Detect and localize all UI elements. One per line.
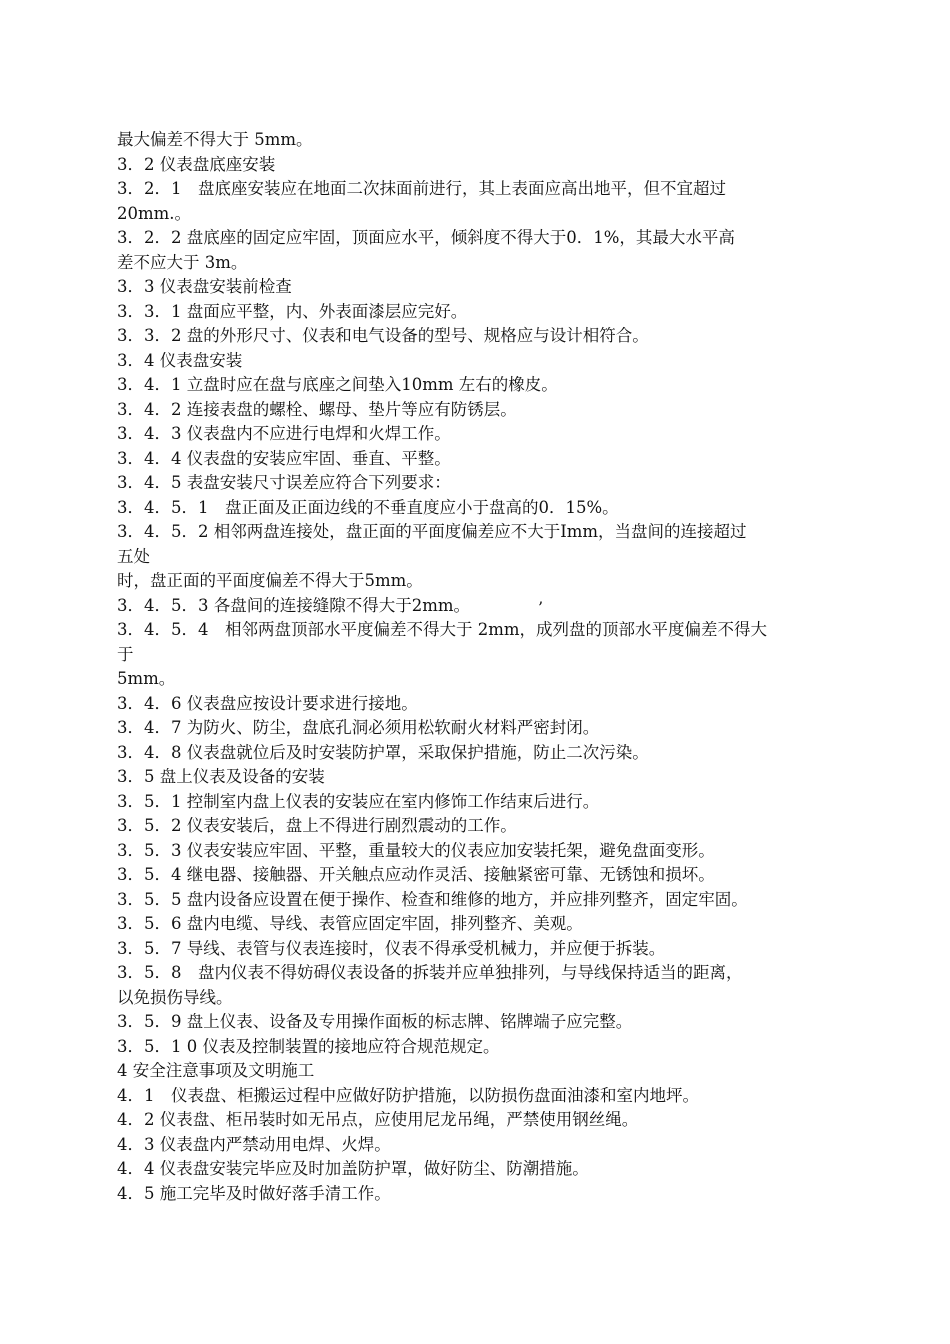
- text-line: 3．4．3 仪表盘内不应进行电焊和火焊工作。: [117, 424, 451, 443]
- text-line: 3．5．1 0 仪表及控制装置的接地应符合规范规定。: [117, 1036, 500, 1056]
- text-line: 时，盘正面的平面度偏差不得大于5mm。: [117, 571, 423, 590]
- text-line: 3．4．5．1 盘正面及正面边线的不垂直度应小于盘高的0．15%。: [117, 497, 619, 517]
- text-line: 3．5．3 仪表安装应牢固、平整，重量较大的仪表应加安装托架，避免盘面变形。: [117, 840, 715, 860]
- text-line: 3．5．9 盘上仪表、设备及专用操作面板的标志牌、铭牌端子应完整。: [117, 1012, 633, 1031]
- text-line: 3．2．1 盘底座安装应在地面二次抹面前进行，其上表面应高出地平，但不宜超过: [117, 179, 726, 198]
- text-line: 5mm。: [117, 669, 176, 688]
- text-line: 3．5．6 盘内电缆、导线、表管应固定牢固，排列整齐、美观。: [117, 914, 583, 933]
- text-line: 3．5．8 盘内仪表不得妨碍仪表设备的拆装并应单独排列，与导线保持适当的距离，: [117, 963, 743, 982]
- text-line: 3．4．2 连接表盘的螺栓、螺母、垫片等应有防锈层。: [117, 399, 517, 419]
- text-line: 3．5．7 导线、表管与仪表连接时，仪表不得承受机械力，并应便于拆装。: [117, 938, 666, 958]
- text-line: 3．3 仪表盘安装前检查: [117, 277, 292, 296]
- text-line: 3．5．1 控制室内盘上仪表的安装应在室内修饰工作结束后进行。: [117, 791, 600, 811]
- text-line: 以免损伤导线。: [117, 987, 233, 1007]
- text-line: 3．4．1 立盘时应在盘与底座之间垫入10mm 左右的橡皮。: [117, 375, 558, 394]
- text-line: 3．2 仪表盘底座安装: [117, 154, 276, 174]
- text-line: 4．1 仪表盘、柜搬运过程中应做好防护措施，以防损伤盘面油漆和室内地坪。: [117, 1085, 699, 1105]
- text-line: 20mm.。: [117, 203, 192, 223]
- text-line: 3．4．6 仪表盘应按设计要求进行接地。: [117, 693, 418, 713]
- text-line: 于: [117, 644, 134, 664]
- text-line: 3．2．2 盘底座的固定应牢固，顶面应水平，倾斜度不得大于0．1%，其最大水平高: [117, 228, 735, 247]
- text-line: 3．4．7 为防火、防尘，盘底孔洞必须用松软耐火材料严密封闭。: [117, 718, 600, 737]
- text-line: 3．3．2 盘的外形尺寸、仪表和电气设备的型号、规格应与设计相符合。: [117, 326, 649, 345]
- stray-mark: ’: [538, 598, 544, 617]
- text-line: 3．3．1 盘面应平整，内、外表面漆层应完好。: [117, 301, 468, 321]
- text-line: 3．4．5．4 相邻两盘顶部水平度偏差不得大于 2mm，成列盘的顶部水平度偏差不得大: [117, 620, 768, 639]
- text-line: 3．4．5 表盘安装尺寸误差应符合下列要求：: [117, 473, 451, 492]
- text-line: 五处: [117, 546, 150, 566]
- text-line: 3．4．5．2 相邻两盘连接处，盘正面的平面度偏差应不大于Imm，当盘间的连接超过: [117, 522, 747, 541]
- text-line: 4．4 仪表盘安装完毕应及时加盖防护罩，做好防尘、防潮措施。: [117, 1159, 589, 1178]
- text-line: 3．5 盘上仪表及设备的安装: [117, 767, 325, 786]
- text-line: 3．4．8 仪表盘就位后及时安装防护罩，采取保护措施，防止二次污染。: [117, 742, 649, 762]
- text-line: 差不应大于 3m。: [117, 252, 248, 272]
- text-line: 最大偏差不得大于 5mm。: [117, 130, 313, 149]
- text-line: 4 安全注意事项及文明施工: [117, 1061, 315, 1080]
- text-line: 3．5．2 仪表安装后，盘上不得进行剧烈震动的工作。: [117, 816, 517, 835]
- text-line: 3．5．5 盘内设备应设置在便于操作、检查和维修的地方，并应排列整齐，固定牢固。: [117, 889, 748, 909]
- text-line: 4．2 仪表盘、柜吊装时如无吊点，应使用尼龙吊绳，严禁使用钢丝绳。: [117, 1110, 639, 1129]
- text-line: 4．3 仪表盘内严禁动用电焊、火焊。: [117, 1134, 391, 1154]
- text-line: 3．4．4 仪表盘的安装应牢固、垂直、平整。: [117, 448, 451, 468]
- text-line: 3．5．4 继电器、接触器、开关触点应动作灵活、接触紧密可靠、无锈蚀和损坏。: [117, 865, 715, 884]
- text-line: 4．5 施工完毕及时做好落手清工作。: [117, 1183, 391, 1203]
- document-body: [117, 128, 837, 1206]
- text-line: 3．4 仪表盘安装: [117, 350, 243, 370]
- text-line: 3．4．5．3 各盘间的连接缝隙不得大于2mm。: [117, 595, 471, 615]
